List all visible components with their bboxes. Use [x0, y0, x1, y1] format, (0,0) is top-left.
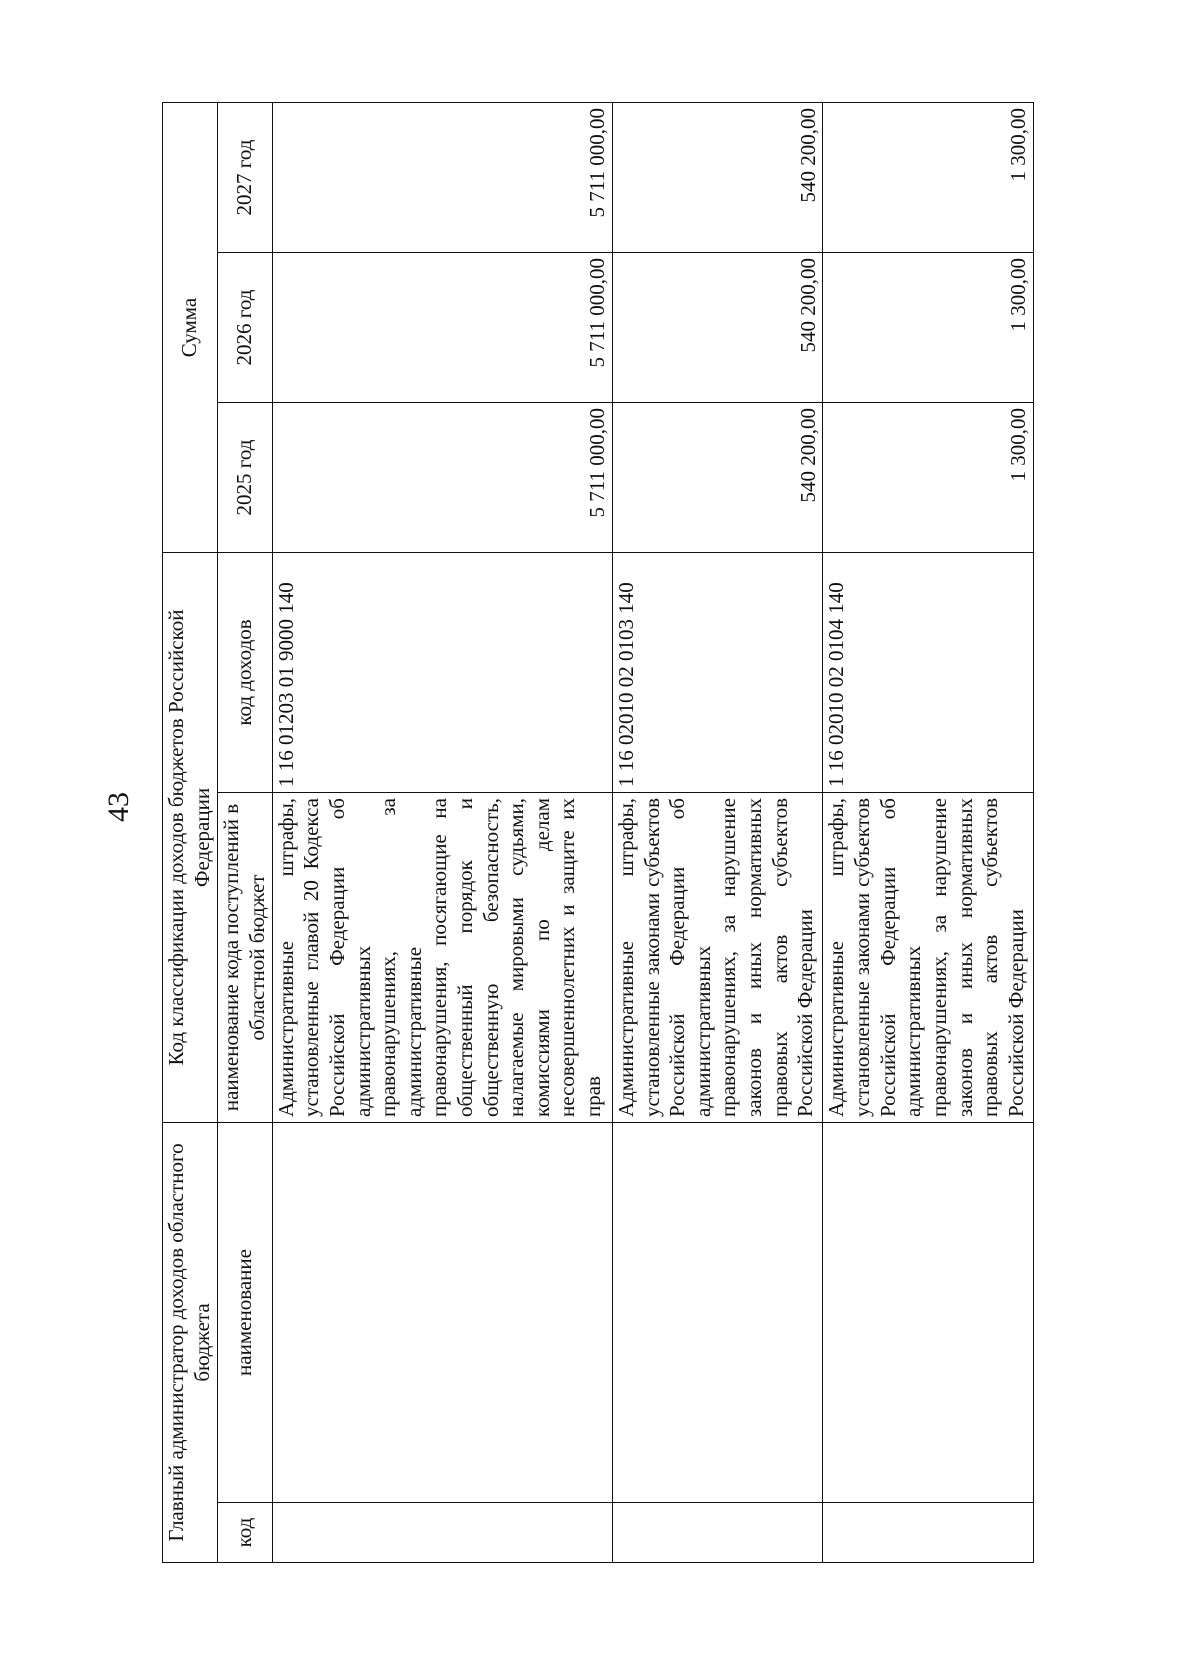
rotated-table-wrapper — [162, 103, 1034, 1563]
admin-name-cell — [823, 1123, 1034, 1503]
sum-2026-cell: 1 300,00 — [823, 252, 1034, 402]
sum-2027-cell: 1 300,00 — [823, 102, 1034, 252]
sum-2027-cell: 540 200,00 — [612, 102, 823, 252]
table-row — [612, 102, 823, 1562]
table-row — [823, 102, 1034, 1562]
header-row-2 — [217, 102, 272, 1562]
income-code-cell: 1 16 02010 02 0103 140 — [612, 552, 823, 792]
income-code-cell: 1 16 01203 01 9000 140 — [272, 552, 612, 792]
classification-group-header: Код классификации доходов бюджетов Российской Федерации — [163, 552, 218, 1122]
sum-group-header: Сумма — [163, 102, 218, 552]
admin-code-cell — [823, 1503, 1034, 1563]
sum-2025-cell: 540 200,00 — [612, 402, 823, 552]
admin-name-header: наименование — [217, 1123, 272, 1503]
table-row — [272, 102, 612, 1562]
admin-name-cell — [272, 1123, 612, 1503]
sum-2027-cell: 5 711 000,00 — [272, 102, 612, 252]
income-name-cell: Административные штрафы, установленные главой 20 Кодекса Российской Федерации об административных правонарушениях, за административные правонарушения, посягающие на общественный порядок и общественную безопасность, налагаемые мировыми судьями, комиссиями по делам несовершеннолетних и защите их прав — [272, 793, 612, 1123]
sum-2026-cell: 5 711 000,00 — [272, 252, 612, 402]
income-name-header: наименование кода поступлений в областной бюджет — [217, 793, 272, 1123]
income-code-cell: 1 16 02010 02 0104 140 — [823, 552, 1034, 792]
sum-2025-cell: 5 711 000,00 — [272, 402, 612, 552]
sum-2025-cell: 1 300,00 — [823, 402, 1034, 552]
income-name-cell: Административные штрафы, установленные законами субъектов Российской Федерации об административных правонарушениях, за нарушение законов и иных нормативных правовых актов субъектов Российской Федерации — [823, 793, 1034, 1123]
admin-group-header: Главный администратор доходов областного бюджета — [163, 1123, 218, 1563]
income-name-cell: Административные штрафы, установленные законами субъектов Российской Федерации об административных правонарушениях, за нарушение законов и иных нормативных правовых актов субъектов Российской Федерации — [612, 793, 823, 1123]
year-2027-header: 2027 год — [217, 102, 272, 252]
page-number: 43 — [102, 792, 135, 822]
sum-2026-cell: 540 200,00 — [612, 252, 823, 402]
revenue-table — [162, 102, 1034, 1563]
header-row-1 — [163, 102, 218, 1562]
admin-code-header: код — [217, 1503, 272, 1563]
admin-code-cell — [272, 1503, 612, 1563]
year-2026-header: 2026 год — [217, 252, 272, 402]
income-code-header: код доходов — [217, 552, 272, 792]
admin-code-cell — [612, 1503, 823, 1563]
admin-name-cell — [612, 1123, 823, 1503]
year-2025-header: 2025 год — [217, 402, 272, 552]
